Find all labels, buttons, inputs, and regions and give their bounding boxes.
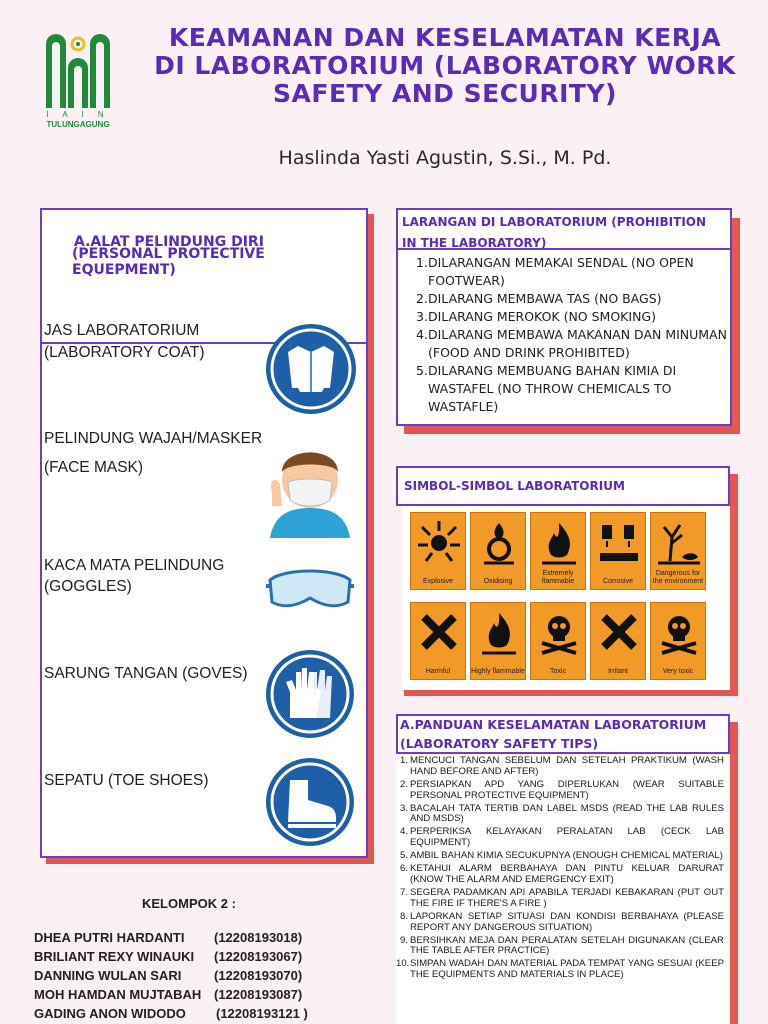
harmful-cross-icon <box>416 609 462 655</box>
tips-title-a: A.PANDUAN KESELAMATAN LABORATORIUM <box>400 717 707 732</box>
member-list <box>34 928 354 1023</box>
list-item: 7. SEGERA PADAMKAN API APABILA TERJADI KEBAKARAN (PUT OUT THE FIRE IF THERE'S A FIRE ) <box>399 887 724 909</box>
symbol-extremely-flammable: Extremely flammable <box>530 512 586 590</box>
list-item: 1. DILARANGAN MEMAKAI SENDAL (NO OPEN FOOTWEAR) <box>416 255 694 288</box>
irritant-cross-icon <box>596 609 642 655</box>
ppe-item-coat-line2: (LABORATORY COAT) <box>44 344 205 361</box>
symbol-highly-flammable: Highly flammable <box>470 602 526 680</box>
list-item: 2. PERSIAPKAN APD YANG DIPERLUKAN (WEAR SUITABLE PERSONAL PROTECTIVE EQUIPMENT) <box>399 778 724 801</box>
tips-list <box>396 756 724 983</box>
list-item: 1. MENCUCI TANGAN SEBELUM DAN SETELAH PRAKTIKUM (WASH HAND BEFORE AND AFTER) <box>399 755 724 777</box>
logo-text-top: I A I N <box>46 110 110 119</box>
ppe-item-mask-line1: PELINDUNG WAJAH/MASKER <box>44 430 263 447</box>
ppe-heading-a: A.ALAT PELINDUNG DIRI <box>74 234 264 250</box>
group-title: KELOMPOK 2 : <box>142 896 236 911</box>
skull-icon <box>536 609 582 655</box>
lab-coat-icon <box>264 322 358 416</box>
list-item: 8. LAPORKAN SETIAP SITUASI DAN KONDISI BERBAHAYA (PLEASE REPORT ANY DANGEROUS SITUATION) <box>399 910 724 933</box>
prohibition-list <box>416 254 728 416</box>
list-item: 5. DILARANG MEMBUANG BAHAN KIMIA DI WASTAFEL (NO THROW CHEMICALS TO WASTAFLE) <box>416 363 677 414</box>
explosive-icon <box>416 519 462 565</box>
list-item: 4. PERPERIKSA KELAYAKAN PERALATAN LAB (CECK LAB EQUIPMENT) <box>399 826 724 849</box>
symbol-corrosive: Corrosive <box>590 512 646 590</box>
symbol-very-toxic: Very toxic <box>650 602 706 680</box>
list-item: 4. DILARANG MEMBAWA MAKANAN DAN MINUMAN (FOOD AND DRINK PROHIBITED) <box>416 327 727 360</box>
dead-tree-icon <box>656 519 702 565</box>
list-item: 9. BERSIHKAN MEJA DAN PERALATAN SETELAH DIGUNAKAN (CLEAR THE TABLE AFTER PRACTICE) <box>399 934 724 957</box>
member-row: DHEA PUTRI HARDANTI (12208193018) <box>34 930 303 945</box>
ppe-item-goggles-line1: KACA MATA PELINDUNG <box>44 557 225 574</box>
safety-boot-icon <box>264 756 356 848</box>
goggles-icon <box>264 560 356 616</box>
list-item: 10. SIMPAN WADAH DAN MATERIAL PADA TEMPAT YANG SESUAI (KEEP THE EQUIPMENTS AND MATERIALS IN PLACE) <box>396 958 724 981</box>
author-name: Haslinda Yasti Agustin, S.Si., M. Pd. <box>278 147 612 169</box>
list-item: 3. BACALAH TATA TERTIB DAN LABEL MSDS (READ THE LAB RULES AND MSDS) <box>399 802 724 825</box>
ppe-card <box>40 208 368 858</box>
gloves-icon <box>264 648 356 740</box>
list-item: 2. DILARANG MEMBAWA TAS (NO BAGS) <box>416 291 662 306</box>
flame-icon <box>536 519 582 565</box>
member-row: BRILIANT REXY WINAUKI (12208193067) <box>34 949 303 964</box>
skull-icon <box>656 609 702 655</box>
prohibition-title: LARANGAN DI LABORATORIUM (PROHIBITION IN THE LABORATORY) <box>402 215 707 250</box>
tips-title-b: (LABORATORY SAFETY TIPS) <box>400 736 599 751</box>
symbol-irritant: Irritant <box>590 602 646 680</box>
ppe-item-coat-line1: JAS LABORATORIUM <box>44 322 200 339</box>
oxidising-icon <box>476 519 522 565</box>
list-item: 5. AMBIL BAHAN KIMIA SECUKUPNYA (ENOUGH CHEMICAL MATERIAL) <box>399 850 723 862</box>
corrosive-icon <box>596 519 642 565</box>
member-row: GADING ANON WIDODO (12208193121 ) <box>34 1006 308 1021</box>
symbols-card <box>396 466 730 506</box>
symbol-oxidising: Oxidising <box>470 512 526 590</box>
ppe-heading-b: (PERSONAL PROTECTIVE EQUEPMENT) <box>72 246 265 278</box>
ppe-item-gloves-line1: SARUNG TANGAN (GOVES) <box>44 665 248 682</box>
iain-logo <box>40 30 116 130</box>
ppe-item-shoes-line1: SEPATU (TOE SHOES) <box>44 772 209 789</box>
flame-icon <box>476 609 522 655</box>
member-row: MOH HAMDAN MUJTABAH (12208193087) <box>34 987 303 1002</box>
list-item: 6. KETAHUI ALARM BERBAHAYA DAN PINTU KELUAR DARURAT (KNOW THE ALARM AND EMERGENCY EXIT) <box>399 863 724 885</box>
tips-title-box <box>396 714 730 754</box>
prohibition-card <box>396 208 732 426</box>
ppe-item-goggles-line2: (GOGGLES) <box>44 578 132 595</box>
symbol-dangerous-environment: Dangerous for the environment <box>650 512 706 590</box>
symbols-title: SIMBOL-SIMBOL LABORATORIUM <box>404 479 625 493</box>
symbol-explosive: Explosive <box>410 512 466 590</box>
tips-body <box>396 754 730 1024</box>
page-title: KEAMANAN DAN KESELAMATAN KERJA DI LABORATORIUM (LABORATORY WORK SAFETY AND SECURITY) <box>154 23 736 108</box>
symbols-panel <box>402 506 730 690</box>
symbol-harmful: Harmful <box>410 602 466 680</box>
member-row: DANNING WULAN SARI (12208193070) <box>34 968 303 983</box>
list-item: 3. DILARANG MEROKOK (NO SMOKING) <box>416 309 656 324</box>
ppe-item-mask-line2: (FACE MASK) <box>44 459 144 476</box>
logo-text-bottom: TULUNGAGUNG <box>46 120 110 129</box>
face-mask-icon <box>264 428 356 538</box>
symbol-toxic: Toxic <box>530 602 586 680</box>
